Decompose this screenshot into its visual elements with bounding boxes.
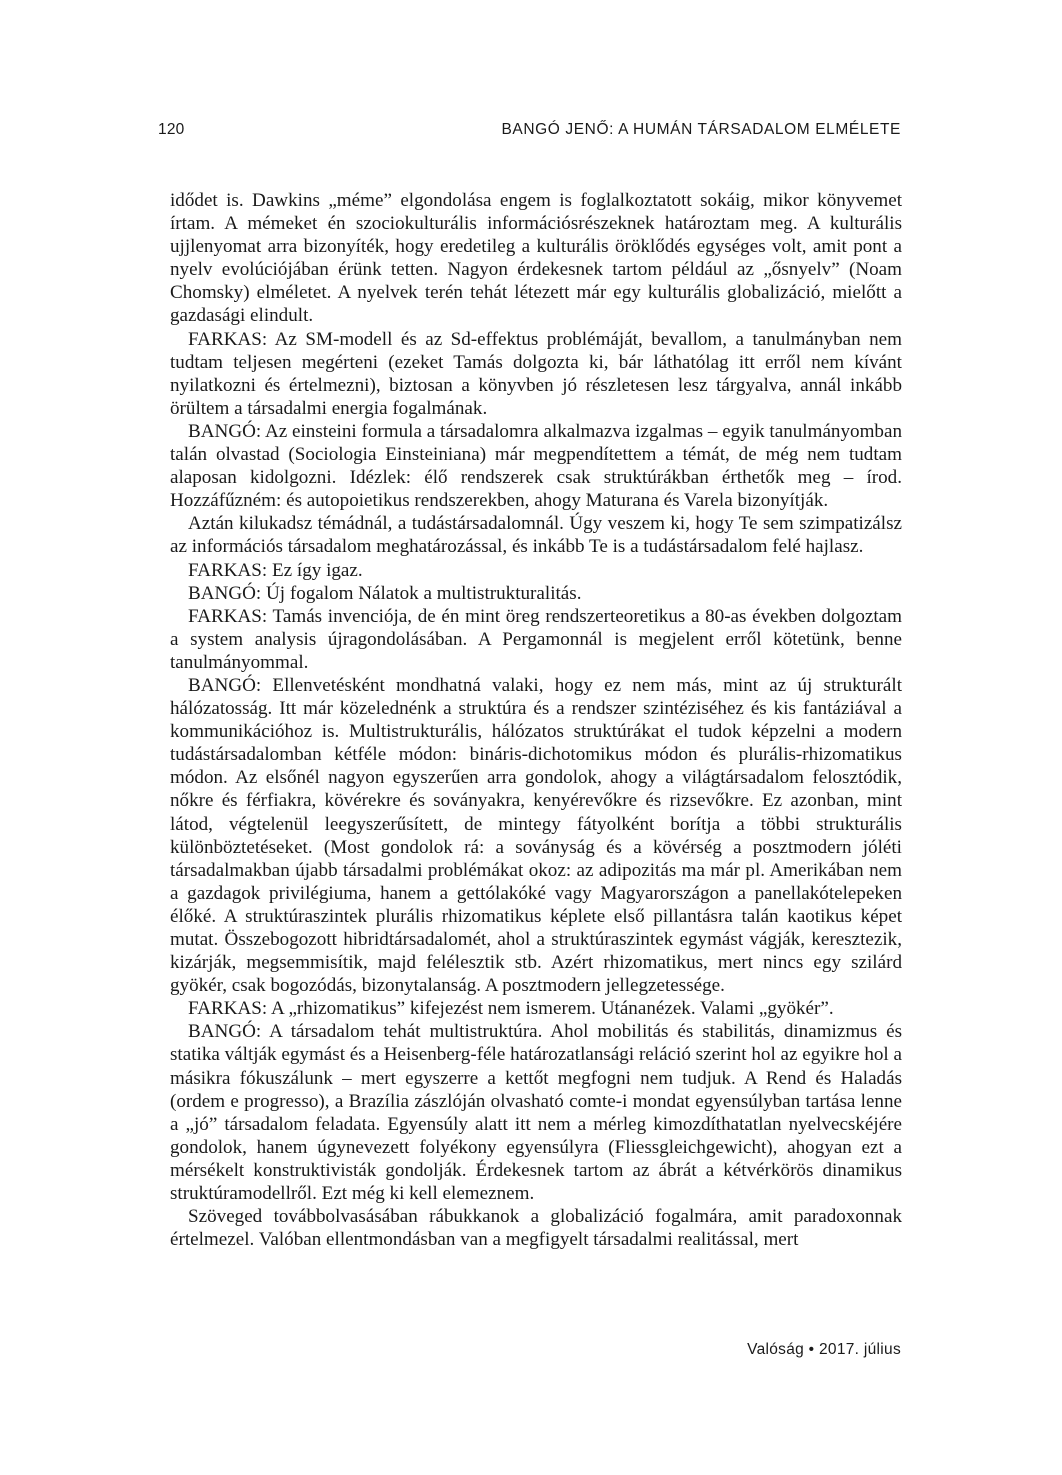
- paragraph-farkas-rhizomatic: FARKAS: A „rhizomatikus” kifejezést nem ismerem. Utánanézek. Valami „gyökér”.: [188, 998, 834, 1020]
- paragraph-globalization: Szöveged továbbolvasásában rábukkanok a globalizáció fogalmára, amit paradoxonnak értelmezel. Valóban ellentmondásban van a megfigyelt társadalmi realitással, mert: [170, 1206, 902, 1251]
- page-number: 120: [158, 121, 185, 138]
- paragraph-farkas-system-analysis: FARKAS: Tamás invenciója, de én mint öreg rendszerteoretikus a 80-as években dolgoztam a system analysis újragondolásában. A Pergamonnál is megjelent erről kötetünk, benne tanulmányommal.: [170, 605, 902, 673]
- paragraph-farkas-agree: FARKAS: Ez így igaz.: [188, 559, 363, 581]
- page-footer: Valóság • 2017. július: [747, 1341, 901, 1358]
- paragraph-bango-network: BANGÓ: Ellenvetésként mondhatná valaki, hogy ez nem más, mint az új strukturált hálózatosság. Itt már közelednénk a struktúra és a rendszer szintéziséhez és kis fantáziával a kommunikációhoz is. Multistrukturális, hálózatos struktúrákat el tudok képzelni a modern tudástársadalomban kétféle módon: bináris-dichotomikus módon és plurális-rhizomatikus módon. Az elsőnél nagyon egyszerűen arra gondolok, ahogy a világtársadalom felosztódik, nőkre és férfiakra, kövérekre és soványakra, kenyérevőkre és rizsevőkre. Ez azonban, mint látod, végtelenül leegyszerűsített, de mintegy fátyolként borítja a többi strukturális különböztetéseket. (Most gondolok rá: a soványság és a kövérség a posztmodern jóléti társadalmakban újabb társadalmi problémákat okoz: az adipozitás ma már pl. Amerikában nem a gazdagok privilégiuma, hanem a gettólakóké vagy Magyarországon a panellakótelepeken élőké. A struktúraszintek plurális rhizomatikus képlete első pillantásra talán kaotikus képet mutat. Összebogozott hibridtársadalomét, ahol a struktúraszintek egymást vágják, keresztezik, kizárják, megsemmisítik, majd felélesztik stb. Azért rhizomatikus, mert nincs egy szilárd gyökér, csak bogozódás, bizonytalanság. A posztmodern jellegzetessége.: [170, 674, 902, 997]
- article-body: [170, 189, 902, 1251]
- paragraph-continuation: idődet is. Dawkins „méme” elgondolása engem is foglalkoztatott sokáig, mikor könyvemet írtam. A mémeket én szociokulturális információsrészeknek határoztam meg. A kulturális ujjlenyomat arra bizonyíték, hogy eredetileg a kulturális öröklődés egységes volt, amit pont a nyelv evolúciójában érünk tetten. Nagyon érdekesnek tartom például az „ősnyelv” (Noam Chomsky) elméletet. A nyelvek terén tehát létezett már egy kulturális globalizáció, mielőtt a gazdasági elindult.: [170, 190, 902, 327]
- paragraph-bango-multistructurality: BANGÓ: Új fogalom Nálatok a multistrukturalitás.: [188, 582, 582, 604]
- paragraph-farkas-sm-model: FARKAS: Az SM-modell és az Sd-effektus problémáját, bevallom, a tanulmányban nem tudtam teljesen megérteni (ezeket Tamás dolgozta ki, bár láthatólag itt erről nem kívánt nyilatkozni és értelmezni), biztosan a könyvben jó részletesen lesz tárgyalva, annál inkább örültem a társadalmi energia fogalmának.: [170, 328, 902, 419]
- running-title: BANGÓ JENŐ: A HUMÁN TÁRSADALOM ELMÉLETE: [501, 121, 901, 138]
- paragraph-bango-multistructure: BANGÓ: A társadalom tehát multistruktúra. Ahol mobilitás és stabilitás, dinamizmus és statika váltják egymást és a Heisenberg-féle határozatlansági reláció szerint hol az egyikre hol a másikra fókuszálunk – mert egyszerre a kettőt megfogni nem tudjuk. A Rend és Haladás (ordem e progresso), a Brazília zászlóján olvasható comte-i mondat egyensúlyban tartása lenne a „jó” társadalom feladata. Egyensúly alatt itt nem a mérleg kimozdíthatatlan nyelvecskéjére gondolok, hanem úgynevezett folyékony egyensúlyra (Fliessgleichgewicht), ahogyan ezt a mérsékelt konstruktivisták gondolják. Érdekesnek tartom az ábrát a kétvérkörös dinamikus struktúramodellről. Ezt még ki kell elemeznem.: [170, 1021, 902, 1205]
- running-head: [158, 121, 901, 143]
- paragraph-bango-einstein: BANGÓ: Az einsteini formula a társadalomra alkalmazva izgalmas – egyik tanulmányomban talán olvastad (Sociologia Einsteiniana) már megpendítettem a témát, de még nem tudtam alaposan kidolgozni. Idézlek: élő rendszerek csak struktúrákban érthetők meg – írod. Hozzáfűzném: és autopoietikus rendszerekben, ahogy Maturana és Varela bizonyítják.: [170, 420, 902, 512]
- paragraph-knowledge-society: Aztán kilukadsz témádnál, a tudástársadalomnál. Úgy veszem ki, hogy Te sem szimpatizálsz az információs társadalom meghatározással, és inkább Te is a tudástársadalom felé hajlasz.: [170, 513, 902, 558]
